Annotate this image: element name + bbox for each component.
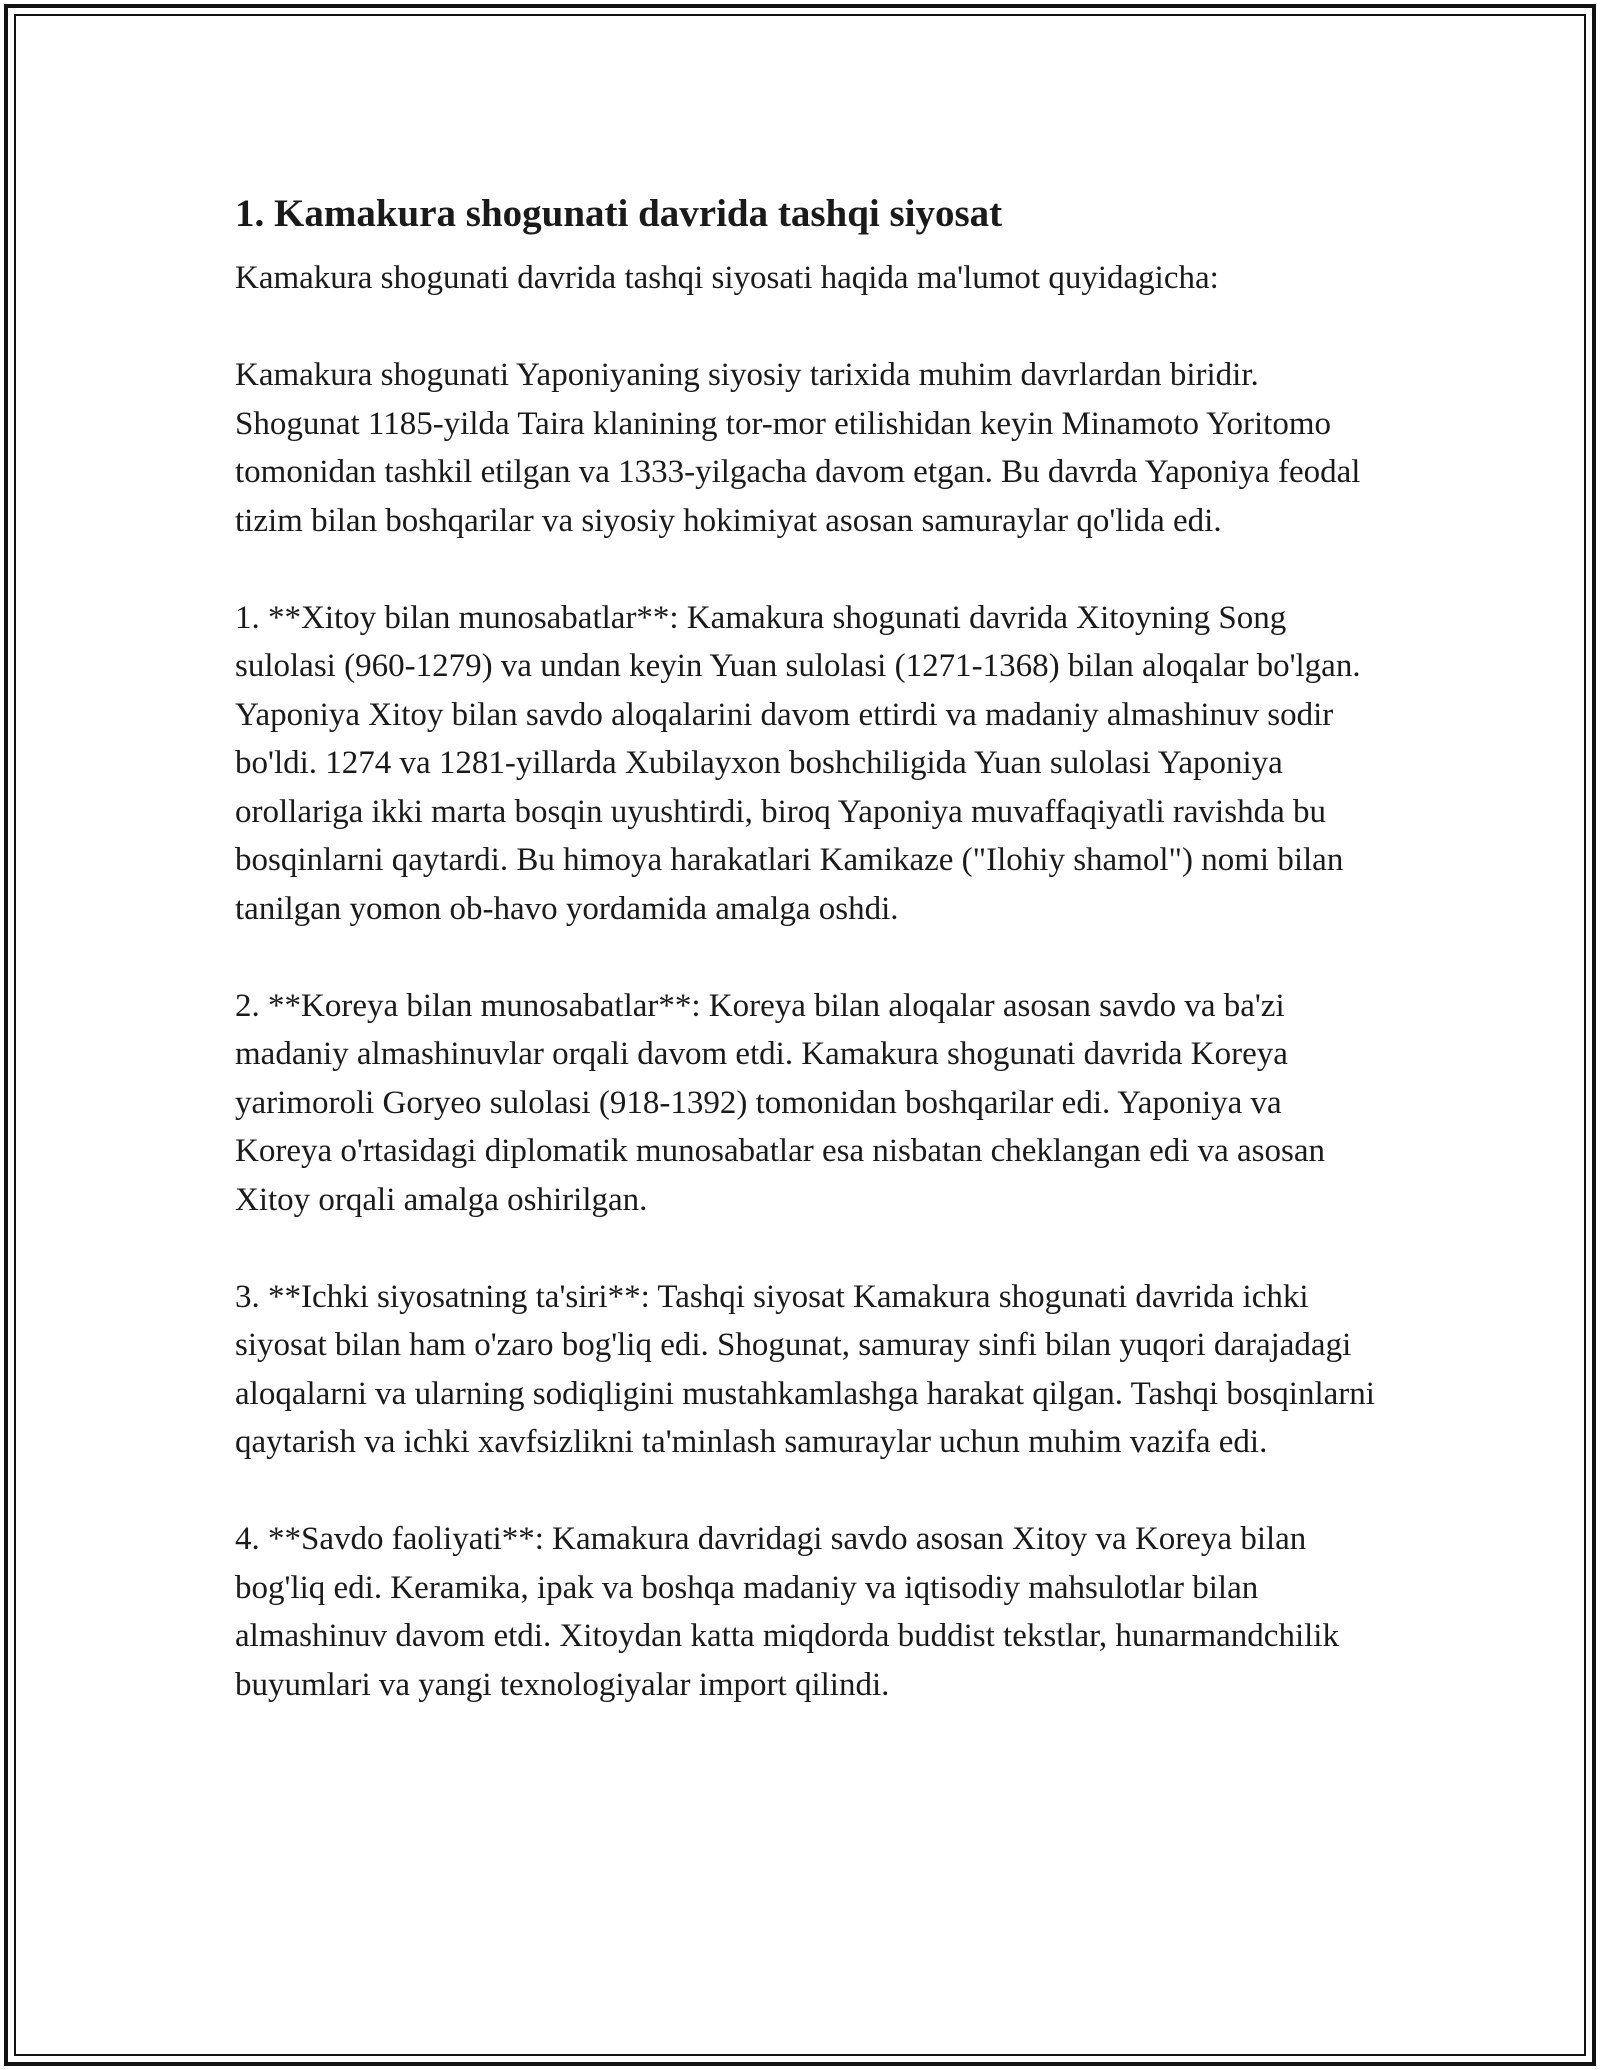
overview-paragraph: Kamakura shogunati Yaponiyaning siyosiy tarixida muhim davrlardan biridir. Shogunat 1185-yilda Taira klanining tor-mor etilishidan keyin Minamoto Yoritomo tomonidan tashkil etilgan va 1333-yilgacha davom etgan. Bu davrda Yaponiya feodal tizim bilan boshqarilar va siyosiy hokimiyat asosan samuraylar qo'lida edi. (235, 357, 1361, 539)
intro-paragraph: Kamakura shogunati davrida tashqi siyosati haqida ma'lumot quyidagicha: (235, 260, 1219, 296)
document-body (235, 188, 1385, 1758)
internal-policy-paragraph: 3. **Ichki siyosatning ta'siri**: Tashqi siyosat Kamakura shogunati davrida ichki siyosat bilan ham o'zaro bog'liq edi. Shogunat, samuray sinfi bilan yuqori darajadagi aloqalarni va ularning sodiqligini mustahkamlashga harakat qilgan. Tashqi bosqinlarni qaytarish va ichki xavfsizlikni ta'minlash samuraylar uchun muhim vazifa edi. (235, 1278, 1375, 1460)
section-heading: 1. Kamakura shogunati davrida tashqi siyosat (235, 192, 1003, 235)
china-relations-paragraph: 1. **Xitoy bilan munosabatlar**: Kamakura shogunati davrida Xitoyning Song sulolasi (960-1279) va undan keyin Yuan sulolasi (1271-1368) bilan aloqalar bo'lgan. Yaponiya Xitoy bilan savdo aloqalarini davom ettirdi va madaniy almashinuv sodir bo'ldi. 1274 va 1281-yillarda Xubilayxon boshchiligida Yuan sulolasi Yaponiya orollariga ikki marta bosqin uyushtirdi, biroq Yaponiya muvaffaqiyatli ravishda bu bosqinlarni qaytardi. Bu himoya harakatlari Kamikaze ("Ilohiy shamol") nomi bilan tanilgan yomon ob-havo yordamida amalga oshdi. (235, 599, 1361, 927)
korea-relations-paragraph: 2. **Koreya bilan munosabatlar**: Koreya bilan aloqalar asosan savdo va ba'zi madaniy almashinuvlar orqali davom etdi. Kamakura shogunati davrida Koreya yarimoroli Goryeo sulolasi (918-1392) tomonidan boshqarilar edi. Yaponiya va Koreya o'rtasidagi diplomatik munosabatlar esa nisbatan cheklangan edi va asosan Xitoy orqali amalga oshirilgan. (235, 987, 1326, 1218)
trade-paragraph: 4. **Savdo faoliyati**: Kamakura davridagi savdo asosan Xitoy va Koreya bilan bog'liq edi. Keramika, ipak va boshqa madaniy va iqtisodiy mahsulotlar bilan almashinuv davom etdi. Xitoydan katta miqdorda buddist tekstlar, hunarmandchilik buyumlari va yangi texnologiyalar import qilindi. (235, 1521, 1339, 1703)
